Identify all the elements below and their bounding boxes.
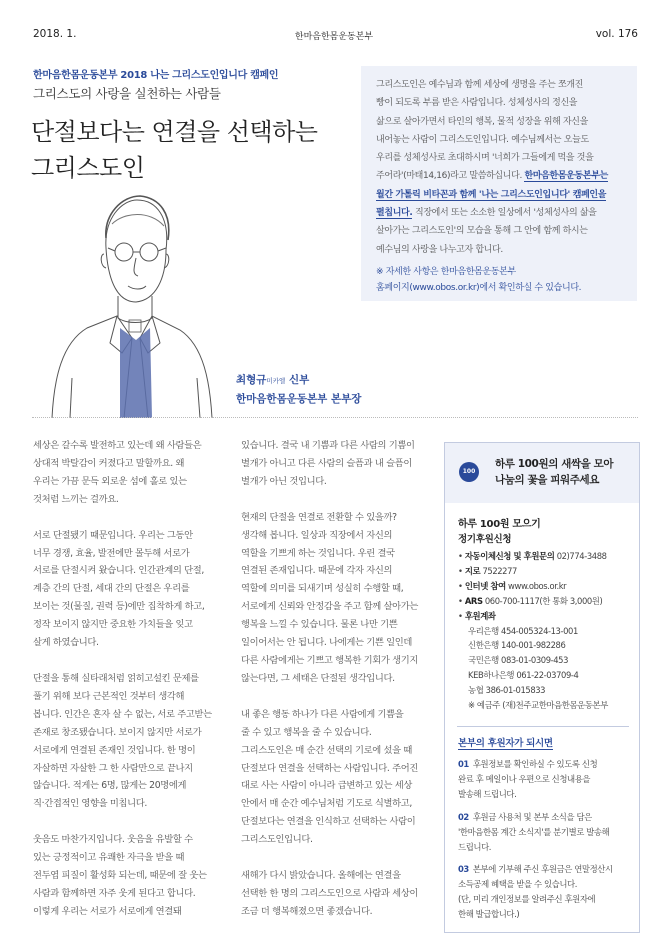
body-line: 살게 하였습니다. (33, 637, 99, 649)
section-divider (32, 417, 638, 418)
sidebar-subtitle: 정기후원신청 (458, 534, 512, 545)
article-subtitle: 그리스도의 사랑을 실천하는 사람들 (33, 86, 221, 101)
donation-info-list (458, 549, 636, 713)
bank-account: 신한은행 140-001-982286 (468, 640, 566, 651)
benefit-number: 02 (458, 812, 469, 822)
account-holder: ※ 예금주 (재)천주교한마음한몸운동본부 (468, 700, 608, 711)
sidebar-slogan (495, 456, 613, 488)
body-line: 우리는 가끔 문득 외로운 섬에 홀로 있는 (33, 475, 187, 487)
donation-info-item (458, 594, 636, 609)
body-line: 있는 긍정적이고 유쾌한 자극을 받을 때 (33, 852, 185, 864)
publisher-name: 한마음한몸운동본부 (294, 32, 374, 42)
body-paragraph (241, 509, 437, 688)
donation-info-label: 인터넷 참여 (464, 580, 506, 591)
portrait-shirt (120, 328, 152, 418)
benefit-line: 후원금 사용처 및 본부 소식을 담은 (472, 812, 592, 822)
intro-line: 예수님의 사랑을 나누고자 합니다. (376, 244, 503, 255)
article-title (31, 114, 317, 186)
body-paragraph (33, 831, 229, 921)
benefit-line: 완료 후 메일이나 우편으로 신청내용을 (458, 774, 591, 784)
benefit-line: 발송해 드립니다. (458, 789, 517, 799)
body-line: 다른 사람에게는 기쁘고 행복한 기회가 생기지 (241, 654, 419, 666)
author-title: 신부 (288, 374, 310, 386)
body-paragraph (33, 437, 229, 509)
donation-info-label: 자동이체신청 및 후원문의 (464, 551, 555, 561)
body-line: 않는다면, 그 세태은 단절된 생각입니다. (241, 672, 395, 684)
body-line: 그리스도인입니다. (241, 834, 313, 846)
intro-line: 삶으로 살아가면서 타인의 행복, 물적 성장을 위해 자신을 (376, 116, 589, 127)
benefit-line: '한마음한몸 계간 소식지'를 분기별로 발송해 (458, 827, 610, 837)
volume-number: vol. 176 (595, 28, 638, 40)
author-portrait-illustration (32, 178, 232, 418)
sidebar-header (445, 443, 639, 503)
title-line-2: 그리스도인 (31, 154, 145, 182)
benefit-line: 본부에 기부해 주신 후원금은 연말정산시 (472, 864, 613, 874)
benefit-line: 소득공제 혜택을 받을 수 있습니다. (458, 879, 577, 889)
intro-note-line: 홈페이지(www.obos.or.kr)에서 확인하실 수 있습니다. (376, 283, 582, 294)
body-line: 서로에게 신뢰와 안정감을 주고 함께 살아가는 (241, 601, 419, 613)
author-organization: 한마음한몸운동본부 본부장 (236, 393, 362, 405)
campaign-label: 한마음한몸운동본부 2018 나는 그리스도인입니다 캠페인 (33, 70, 279, 81)
body-line: 단절보다는 연결을 인식하고 선택하는 사람이 (241, 816, 416, 828)
bullet-icon: • (458, 610, 465, 621)
body-column-1 (33, 437, 229, 939)
body-line: 정작 보이지 않지만 중요한 가치들을 잊고 (33, 619, 193, 631)
body-line: 것처럼 느끼는 걸까요. (33, 493, 119, 505)
body-line: 계층 간의 단절, 세대 간의 단절은 우리를 (33, 583, 190, 595)
intro-text (376, 76, 629, 259)
intro-box (361, 66, 637, 301)
body-line: 서로 단절됐기 때문입니다. 우리는 그동안 (33, 529, 193, 541)
body-line: 너무 경쟁, 효율, 발전에만 몰두해 서로가 (33, 547, 190, 559)
bank-account: 국민은행 083-01-0309-453 (468, 655, 569, 666)
body-paragraph (33, 527, 229, 652)
body-line: 있습니다. 결국 내 기쁨과 다른 사람의 기쁨이 (241, 440, 415, 451)
body-line: 직·간접적인 영향을 미칩니다. (33, 798, 147, 810)
intro-line: 빵이 되도록 부름 받은 사람입니다. 성체성사의 정신을 (376, 98, 578, 109)
benefit-line: (단, 미리 개인정보를 알려주신 후원자에 (458, 894, 596, 904)
slogan-line: 하루 100원의 새싹을 모아 (495, 458, 614, 470)
member-benefits-title: 본부의 후원자가 되시면 (458, 735, 553, 750)
body-line: 사람과 함께하면 자주 웃게 된다고 합니다. (33, 887, 196, 899)
body-line: 세상은 갈수록 발전하고 있는데 왜 사람들은 (33, 440, 202, 451)
slogan-line: 나눔의 꽃을 피워주세요 (495, 474, 599, 486)
body-paragraph (241, 867, 437, 921)
intro-line: 직장에서 또는 소소한 일상에서 '성체성사의 삶을 (414, 208, 597, 219)
sidebar-title: 하루 100원 모으기 (458, 519, 541, 530)
bank-account: 농협 386-01-015833 (468, 685, 546, 696)
body-line: 대로 사는 사람이 아니라 급변하고 있는 세상 (241, 780, 412, 792)
body-column-2 (241, 437, 437, 939)
body-line: 풀기 위해 보다 근본적인 것부터 생각해 (33, 690, 185, 702)
body-line: 생각해 봅니다. 일상과 직장에서 자신의 (241, 529, 393, 541)
body-line: 존재로 창조됐습니다. 보이지 않지만 서로가 (33, 726, 202, 738)
benefit-line: 후원정보를 확인하실 수 있도록 신청 (472, 759, 598, 769)
100-won-badge-icon: 100 (459, 462, 479, 482)
body-line: 않습니다. 적게는 6명, 많게는 20명에게 (33, 780, 187, 792)
body-paragraph (241, 437, 437, 491)
donation-info-item (458, 609, 636, 624)
benefit-line: 드립니다. (458, 842, 492, 852)
intro-highlight: 한마음한몸운동본부는 (524, 171, 608, 182)
benefit-line: 한해 발급합니다.) (458, 909, 520, 919)
donation-info-item (458, 564, 636, 579)
body-line: 자살하면 자살한 그 한 사람만으로 끝나지 (33, 762, 193, 774)
intro-line: 살아가는 그리스도인'의 모습을 통해 그 안에 함께 하시는 (376, 226, 588, 237)
body-line: 상대적 박탈감이 커졌다고 말할까요. 왜 (33, 457, 185, 469)
bullet-icon: • (458, 551, 465, 561)
bullet-icon: • (458, 595, 465, 606)
donation-info-item (458, 549, 636, 564)
body-line: 연결된 존재입니다. 때문에 각자 자신의 (241, 565, 393, 577)
body-line: 그리스도인은 매 순간 선택의 기로에 섰을 때 (241, 744, 412, 756)
intro-line: 그리스도인은 예수님과 함께 세상에 생명을 주는 쪼개진 (376, 80, 583, 90)
donation-info-value: 060-700-1117(한 통화 3,000원) (482, 595, 603, 606)
author-baptismal-name: 미카엘 (266, 377, 286, 385)
body-line: 별개가 아닌 것입니다. (241, 475, 327, 487)
body-line: 현재의 단절을 연결로 전환할 수 있을까? (241, 511, 397, 523)
body-line: 일이어서는 안 됩니다. 나에게는 기쁜 일인데 (241, 637, 412, 649)
body-paragraph (241, 706, 437, 849)
body-paragraph (33, 670, 229, 813)
intro-line: 내어놓는 사람이 그리스도인입니다. 예수님께서는 오늘도 (376, 134, 589, 145)
title-line-1: 단절보다는 연결을 선택하는 (31, 118, 318, 146)
body-line: 봅니다. 인간은 혼자 살 수 없는, 서로 주고받는 (33, 708, 212, 720)
body-line: 전두엽 피질이 활성화 되는데, 때문에 잘 웃는 (33, 870, 207, 882)
author-name (236, 372, 309, 387)
donation-info-label: 후원계좌 (464, 610, 496, 621)
donation-info-label: ARS (464, 595, 483, 606)
body-line: 보이는 것(물질, 권력 등)에만 집착하게 하고, (33, 601, 205, 613)
donation-info-value: 02)774-3488 (554, 551, 607, 561)
body-line: 서로를 단절시켜 왔습니다. 인간관계의 단절, (33, 565, 204, 577)
bullet-icon: • (458, 580, 465, 591)
member-benefit-item (458, 757, 634, 802)
body-line: 별개가 아니고 다른 사람의 슬픔과 내 슬픔이 (241, 457, 412, 469)
bank-account: KEB하나은행 061-22-03709-4 (468, 670, 579, 681)
body-line: 서로에게 연결된 존재인 것입니다. 한 명이 (33, 744, 196, 756)
benefit-number: 01 (458, 759, 469, 769)
portrait-head (101, 196, 169, 323)
body-line: 역할을 기쁘게 하는 것입니다. 우린 결국 (241, 547, 395, 559)
body-line: 웃음도 마찬가지입니다. 웃음을 유발할 수 (33, 834, 193, 846)
intro-line: 우리를 성체성사로 초대하시며 '너희가 그들에게 먹을 것을 (376, 153, 594, 164)
intro-note (376, 264, 629, 297)
body-line: 줄 수 있고 행복을 줄 수 있습니다. (241, 726, 372, 738)
body-line: 선택한 한 명의 그리스도인으로 사람과 세상이 (241, 887, 419, 899)
body-line: 새해가 다시 밝았습니다. 올해에는 연결을 (241, 870, 401, 882)
body-line: 조금 더 행복해졌으면 좋겠습니다. (241, 905, 373, 917)
member-benefit-item (458, 862, 634, 922)
benefit-number: 03 (458, 864, 469, 874)
body-line: 단절을 통해 실타래처럼 얽히고설킨 문제를 (33, 672, 199, 684)
donation-sidebar (444, 442, 640, 933)
intro-highlight: 월간 가톨릭 비타꼰과 함께 '나는 그리스도인입니다' 캠페인을 (376, 189, 607, 200)
donation-info-label: 지로 (464, 565, 481, 576)
issue-date: 2018. 1. (33, 28, 77, 40)
sidebar-divider (457, 726, 629, 727)
body-line: 행복을 느낄 수 있습니다. 물론 나만 기쁜 (241, 619, 398, 631)
author-name-text: 최형규 (236, 374, 267, 386)
donation-info-value: 7522277 (480, 565, 517, 576)
body-line: 안에서 매 순간 예수님처럼 기도로 식별하고, (241, 798, 412, 810)
body-line: 내 좋은 행동 하나가 다른 사람에게 기쁨을 (241, 708, 404, 720)
intro-highlight: 펼칩니다. (376, 208, 413, 219)
intro-line: 주어라'(마태14,16)라고 말씀하십니다. (376, 171, 522, 182)
body-line: 이렇게 우리는 서로가 서로에게 연결돼 (33, 905, 182, 917)
donation-info-value: www.obos.or.kr (505, 580, 567, 591)
bank-account: 우리은행 454-005324-13-001 (468, 625, 578, 636)
intro-note-line: ※ 자세한 사항은 한마음한몸운동본부 (376, 266, 516, 277)
body-line: 단절보다 연결을 선택하는 사람입니다. 주어진 (241, 762, 419, 774)
donation-info-item (458, 579, 636, 594)
body-line: 역할에 의미를 되새기며 성실히 수행할 때, (241, 583, 404, 595)
bullet-icon: • (458, 565, 465, 576)
member-benefit-item (458, 810, 634, 855)
